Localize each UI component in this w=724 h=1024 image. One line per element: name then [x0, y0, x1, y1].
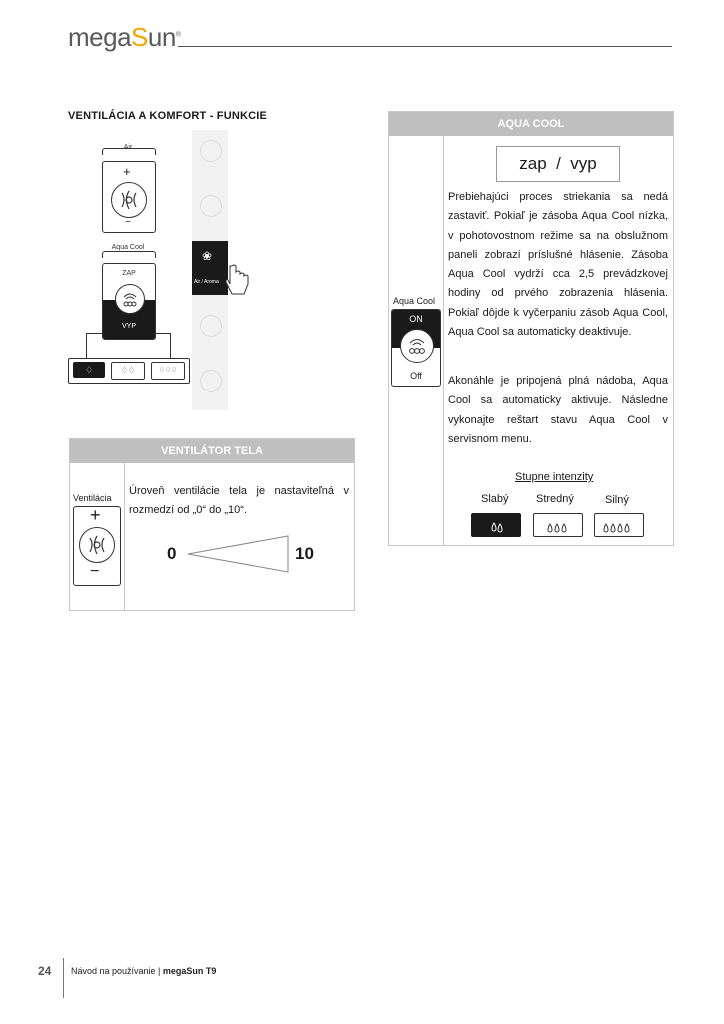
aqua-cool-side-label: Aqua Cool	[393, 296, 436, 306]
air-control-panel	[102, 161, 156, 233]
intensity-mid-button	[533, 513, 583, 537]
aqua-cool-divider	[443, 136, 444, 545]
zap-label: ZAP	[122, 270, 136, 277]
air-aroma-label: Air / Aroma	[194, 279, 219, 285]
ventilator-divider	[124, 463, 125, 610]
ventilator-plus-icon: +	[90, 505, 101, 525]
pointing-hand-icon	[226, 264, 252, 305]
section-title: VENTILÁCIA A KOMFORT - FUNKCIE	[68, 110, 268, 122]
zap-vyp-toggle: zap / vyp	[496, 146, 620, 182]
aqua-cool-spray-icon	[400, 329, 434, 363]
air-aroma-icon: ❀	[202, 249, 213, 263]
footer-manual-text: Návod na používanie |	[71, 966, 163, 976]
ventilator-description: Úroveň ventilácie tela je nastaviteľná v rozmedzí od „0“ do „10“.	[129, 485, 349, 517]
button-column	[192, 130, 228, 410]
scale-min: 0	[167, 544, 177, 563]
logo-text-un: un	[147, 22, 176, 52]
fan-icon	[111, 182, 147, 218]
aqua-cool-off-label: Off	[410, 371, 422, 381]
ventilator-side-label: Ventilácia	[73, 493, 112, 503]
header-rule	[178, 46, 672, 47]
aqua-cool-paragraph-1: Prebiehajúci proces striekania sa nedá zastaviť. Pokiaľ je zásoba Aqua Cool nízka, v pohotovostnom režime sa na obslužnom paneli zobrazí príslušné hlásenie. Zásoba Aqua Cool vydrží cca 2,5 prevádzkovej hodiny od prvého zobrazenia hlásenia. Pokiaľ dôjde k vyčerpaniu zásob Aqua Cool, Aqua Cool sa automaticky deaktivuje.	[448, 191, 668, 339]
footer-rule	[63, 958, 64, 998]
aqua-cool-on-label: ON	[409, 314, 423, 324]
air-label: Air	[123, 144, 133, 151]
ventilator-header: VENTILÁTOR TELA	[70, 439, 354, 463]
logo-text-s: S	[131, 22, 148, 52]
aqua-cool-paragraph-2: Akonáhle je pripojená plná nádoba, Aqua Cool sa automaticky aktivuje. Následne vykonajte reštart stavu Aqua Cool v servisnom menu.	[448, 375, 668, 445]
intensity-mid-icon: ♢♢	[111, 362, 145, 380]
faded-button-icon	[200, 140, 222, 162]
scale-wedge	[186, 534, 290, 574]
intensity-high-icon: ♢♢♢	[151, 362, 185, 380]
footer-product: megaSun T9	[162, 966, 217, 976]
intensity-level-high: Silný	[605, 494, 629, 506]
ventilator-minus-icon: −	[90, 563, 100, 580]
faded-button-icon	[200, 370, 222, 392]
connector-left	[86, 333, 103, 358]
ventilator-table	[69, 438, 355, 611]
intensity-row	[68, 358, 190, 384]
intensity-low-button	[471, 513, 521, 537]
logo-registered: ®	[175, 31, 181, 39]
aqua-bracket	[102, 251, 156, 258]
aqua-cool-illus-label: Aqua Cool	[111, 244, 145, 251]
aqua-spray-icon	[115, 284, 145, 314]
connector-right	[154, 333, 171, 358]
scale-max: 10	[295, 544, 314, 563]
aqua-cool-header: AQUA COOL	[389, 112, 673, 136]
footer-text	[71, 966, 216, 976]
aqua-control-panel	[102, 263, 156, 340]
faded-button-icon	[200, 195, 222, 217]
faded-button-icon	[200, 315, 222, 337]
logo-text-mega: mega	[68, 22, 132, 52]
intensity-title: Stupne intenzity	[515, 471, 594, 483]
air-bracket	[102, 148, 156, 155]
vyp-label: VYP	[121, 323, 136, 330]
brand-logo	[68, 22, 180, 53]
page-number: 24	[38, 964, 52, 978]
intensity-high-button	[594, 513, 644, 537]
ventilator-control-panel	[73, 506, 121, 586]
intensity-level-mid: Stredný	[536, 493, 574, 505]
air-plus-icon: +	[123, 164, 131, 179]
air-aroma-button	[192, 241, 228, 295]
air-minus-icon: −	[125, 217, 131, 228]
intensity-low-icon: ♢	[73, 362, 105, 378]
aqua-cool-control-panel	[391, 309, 441, 387]
body-fan-icon	[79, 527, 115, 563]
aqua-cool-table	[388, 111, 674, 546]
intensity-level-low: Slabý	[481, 493, 509, 505]
